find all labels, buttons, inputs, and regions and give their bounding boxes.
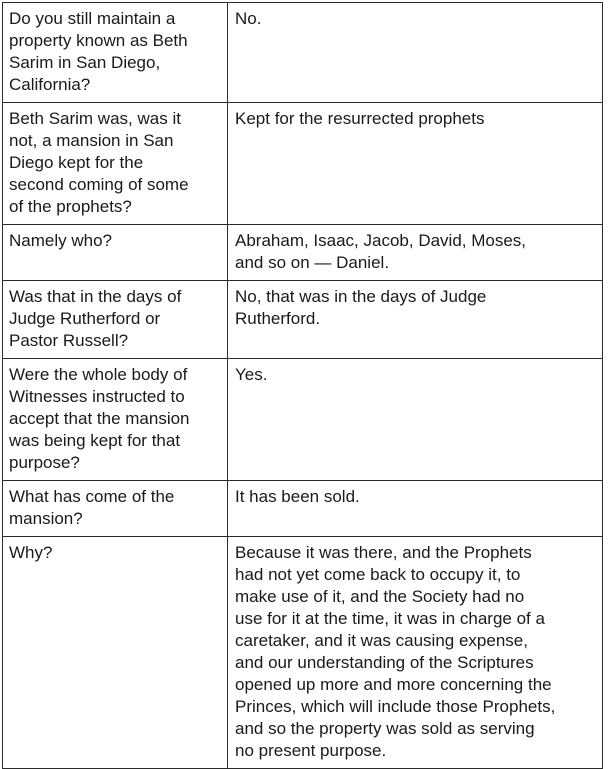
question-cell: Beth Sarim was, was it not, a mansion in San Diego kept for the second coming of some of the prophets? bbox=[3, 103, 228, 225]
table-row bbox=[3, 103, 603, 225]
question-cell: Were the whole body of Witnesses instructed to accept that the mansion was being kept for that purpose? bbox=[3, 359, 228, 481]
table-row bbox=[3, 359, 603, 481]
answer-cell: Kept for the resurrected prophets bbox=[228, 103, 603, 225]
answer-cell: No. bbox=[228, 3, 603, 103]
table-row bbox=[3, 225, 603, 281]
question-cell: Why? bbox=[3, 537, 228, 769]
answer-cell: No, that was in the days of Judge Rutherford. bbox=[228, 281, 603, 359]
table-row bbox=[3, 3, 603, 103]
answer-cell: It has been sold. bbox=[228, 481, 603, 537]
testimony-table bbox=[2, 2, 603, 769]
answer-cell: Abraham, Isaac, Jacob, David, Moses, and so on — Daniel. bbox=[228, 225, 603, 281]
answer-cell: Yes. bbox=[228, 359, 603, 481]
question-cell: Do you still maintain a property known as Beth Sarim in San Diego, California? bbox=[3, 3, 228, 103]
answer-cell: Because it was there, and the Prophets had not yet come back to occupy it, to make use of it, and the Society had no use for it at the time, it was in charge of a caretaker, and it was causing expense, and our understanding of the Scriptures opened up more and more concerning the Princes, which will include those Prophets, and so the property was sold as serving no present purpose. bbox=[228, 537, 603, 769]
table-row bbox=[3, 481, 603, 537]
table-row bbox=[3, 281, 603, 359]
table-row bbox=[3, 537, 603, 769]
question-cell: What has come of the mansion? bbox=[3, 481, 228, 537]
question-cell: Namely who? bbox=[3, 225, 228, 281]
question-cell: Was that in the days of Judge Rutherford or Pastor Russell? bbox=[3, 281, 228, 359]
